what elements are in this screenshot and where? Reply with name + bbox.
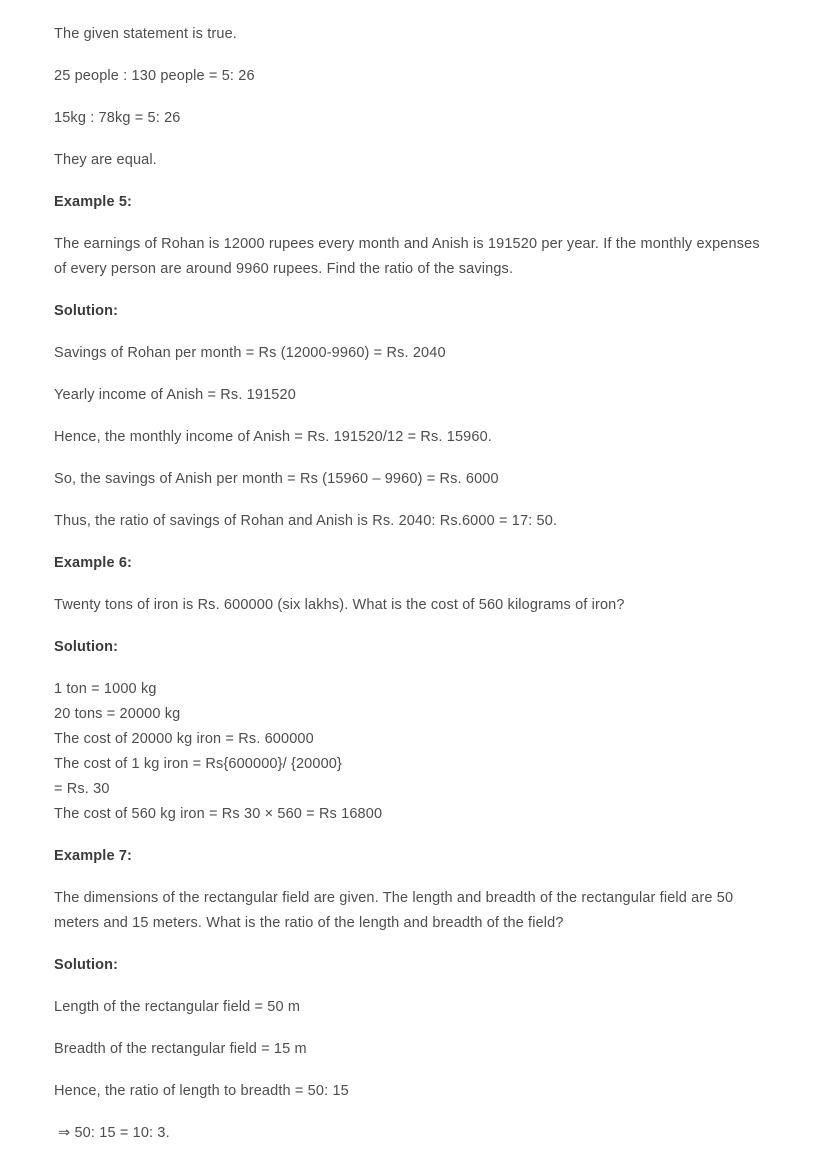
statement-true: The given statement is true. — [54, 26, 237, 42]
example-6-working-line: The cost of 560 kg iron = Rs 30 × 560 = Rs 16800 — [54, 806, 383, 822]
example-5-question: The earnings of Rohan is 12000 rupees every month and Anish is 191520 per year. If the monthly expenses of every person are around 9960 rupees. Find the ratio of the savings. — [54, 236, 760, 277]
anish-monthly-income: Hence, the monthly income of Anish = Rs. 191520/12 = Rs. 15960. — [54, 429, 492, 445]
rohan-savings: Savings of Rohan per month = Rs (12000-9960) = Rs. 2040 — [54, 345, 446, 361]
ratio-kg: 15kg : 78kg = 5: 26 — [54, 110, 181, 126]
example-6-heading: Example 6: — [54, 555, 133, 571]
example-6-solution-heading: Solution: — [54, 639, 119, 655]
example-6-working-line: 20 tons = 20000 kg — [54, 706, 181, 722]
ratio-people: 25 people : 130 people = 5: 26 — [54, 68, 255, 84]
example-5-heading: Example 5: — [54, 194, 133, 210]
document-content — [54, 22, 773, 1146]
example-6-working-line: The cost of 20000 kg iron = Rs. 600000 — [54, 731, 314, 747]
example-6-working — [54, 677, 773, 827]
field-ratio: Hence, the ratio of length to breadth = 50: 15 — [54, 1083, 349, 1099]
example-7-solution-heading: Solution: — [54, 957, 119, 973]
they-are-equal: They are equal. — [54, 152, 157, 168]
field-breadth: Breadth of the rectangular field = 15 m — [54, 1041, 307, 1057]
example-5-answer: Thus, the ratio of savings of Rohan and Anish is Rs. 2040: Rs.6000 = 17: 50. — [54, 513, 558, 529]
example-7-answer: ⇒ 50: 15 = 10: 3. — [58, 1125, 170, 1141]
anish-savings: So, the savings of Anish per month = Rs (15960 – 9960) = Rs. 6000 — [54, 471, 499, 487]
field-length: Length of the rectangular field = 50 m — [54, 999, 301, 1015]
example-7-question: The dimensions of the rectangular field are given. The length and breadth of the rectangular field are 50 meters and 15 meters. What is the ratio of the length and breadth of the field? — [54, 890, 734, 931]
example-6-question: Twenty tons of iron is Rs. 600000 (six lakhs). What is the cost of 560 kilograms of iron? — [54, 597, 625, 613]
example-6-working-line: = Rs. 30 — [54, 781, 110, 797]
anish-yearly-income: Yearly income of Anish = Rs. 191520 — [54, 387, 296, 403]
example-6-working-line: 1 ton = 1000 kg — [54, 681, 157, 697]
example-5-solution-heading: Solution: — [54, 303, 119, 319]
example-6-working-line: The cost of 1 kg iron = Rs{600000}/ {20000} — [54, 756, 342, 772]
example-7-heading: Example 7: — [54, 848, 133, 864]
